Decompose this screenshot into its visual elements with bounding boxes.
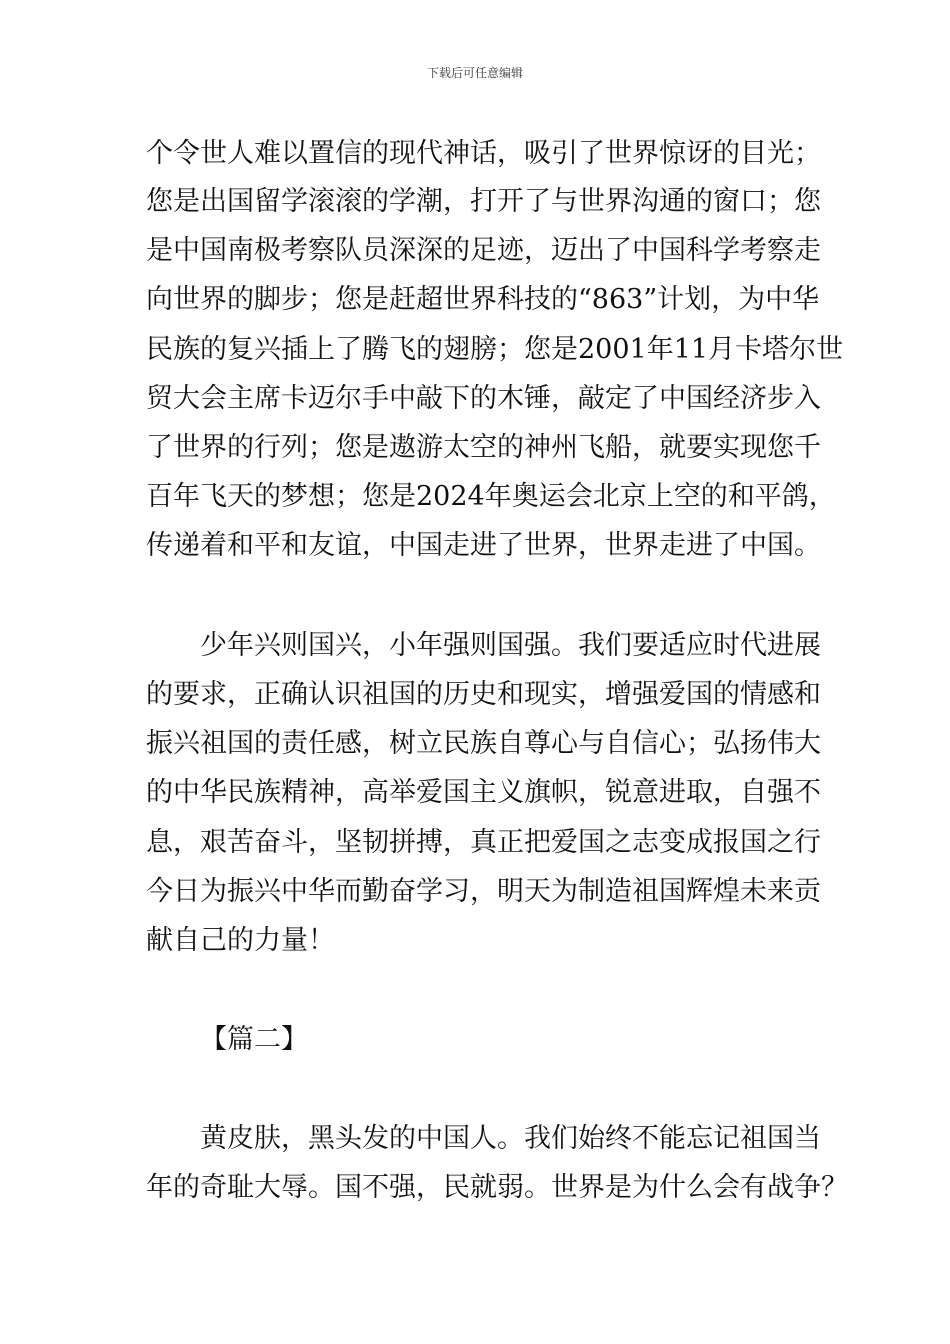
paragraph-3-line-1: 黄皮肤，黑头发的中国人。我们始终不能忘记祖国当 [200, 1123, 821, 1154]
paragraph-2-line-4: 的中华民族精神，高举爱国主义旗帜，锐意进取，自强不 [146, 777, 821, 808]
paragraph-1-line-4: 向世界的脚步；您是赶超世界科技的“863”计划，为中华 [146, 284, 820, 315]
page-header-note: 下载后可任意编辑 [426, 66, 523, 80]
paragraph-2-line-2: 的要求，正确认识祖国的历史和现实，增强爱国的情感和 [146, 679, 821, 710]
paragraph-1-line-8: 百年飞天的梦想；您是2024年奥运会北京上空的和平鸽， [146, 481, 836, 512]
paragraph-1-line-3: 是中国南极考察队员深深的足迹，迈出了中国科学考察走 [146, 235, 821, 266]
paragraph-2-line-7: 献自己的力量！ [146, 925, 335, 956]
paragraph-1-line-1: 个令世人难以置信的现代神话，吸引了世界惊讶的目光； [146, 138, 821, 169]
paragraph-1-line-9: 传递着和平和友谊，中国走进了世界，世界走进了中国。 [146, 530, 821, 561]
paragraph-1-line-2: 您是出国留学滚滚的学潮，打开了与世界沟通的窗口；您 [146, 186, 821, 217]
section-heading: 【篇二】 [200, 1024, 308, 1055]
paragraph-3-line-2: 年的奇耻大辱。国不强，民就弱。世界是为什么会有战争？ [146, 1172, 848, 1203]
paragraph-1-line-7: 了世界的行列；您是遨游太空的神州飞船，就要实现您千 [146, 432, 821, 463]
paragraph-2-line-3: 振兴祖国的责任感，树立民族自尊心与自信心；弘扬伟大 [146, 728, 821, 759]
paragraph-2-line-5: 息，艰苦奋斗，坚韧拼搏，真正把爱国之志变成报国之行 [146, 827, 821, 858]
paragraph-1-line-5: 民族的复兴插上了腾飞的翅膀；您是2001年11月卡塔尔世 [146, 334, 844, 365]
paragraph-2-line-6: 今日为振兴中华而勤奋学习，明天为制造祖国辉煌未来贡 [146, 876, 821, 907]
paragraph-1-line-6: 贸大会主席卡迈尔手中敲下的木锤，敲定了中国经济步入 [146, 383, 821, 414]
paragraph-2-line-1: 少年兴则国兴，小年强则国强。我们要适应时代进展 [200, 630, 821, 661]
